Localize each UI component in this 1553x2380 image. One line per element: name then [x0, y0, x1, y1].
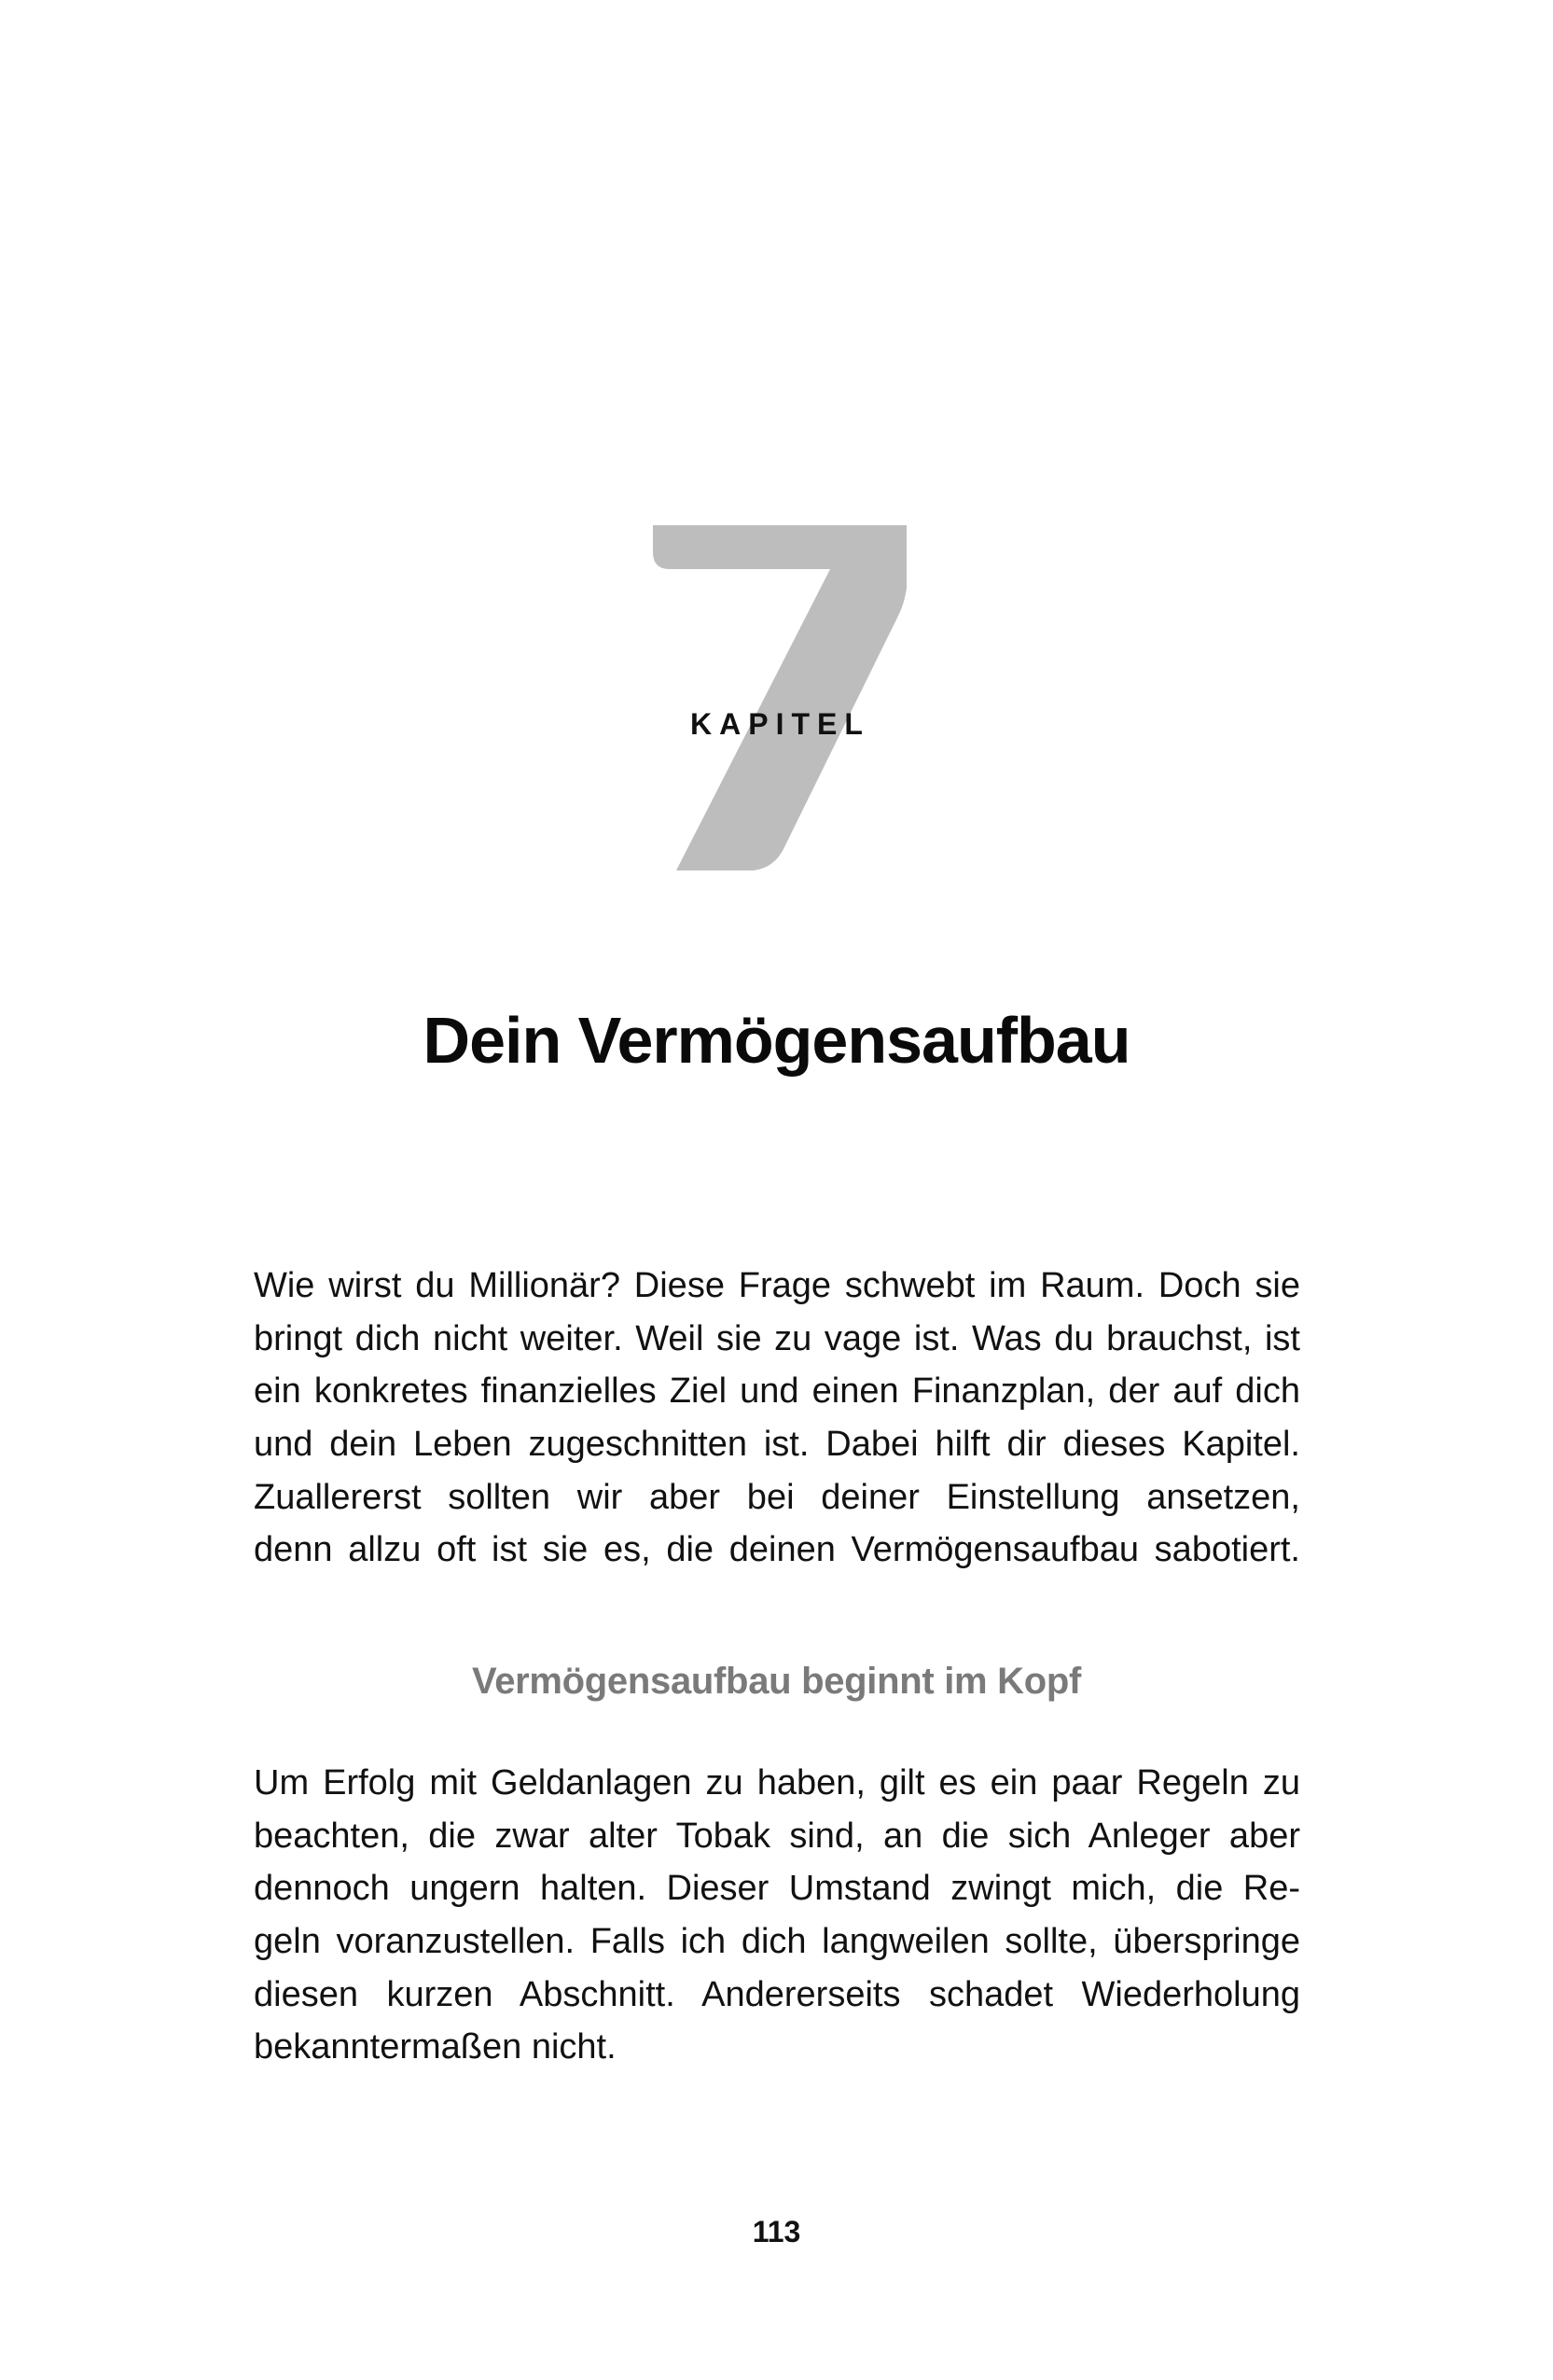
section-paragraph — [254, 1757, 1300, 2074]
chapter-label: KAPITEL — [690, 707, 870, 741]
chapter-number-graphic — [644, 485, 923, 914]
intro-paragraph — [254, 1260, 1300, 1577]
page-number: 113 — [752, 2215, 801, 2248]
section-heading: Vermögensaufbau beginnt im Kopf — [472, 1661, 1081, 1702]
paragraph-line: denn allzu oft ist sie es, die deinen Vermögensaufbau sabotiert. — [254, 1530, 1300, 1570]
paragraph-line: Um Erfolg mit Geldanlagen zu haben, gilt es ein paar Regeln zu — [254, 1763, 1300, 1802]
paragraph-line: bringt dich nicht weiter. Weil sie zu vage ist. Was du brauchst, ist — [254, 1318, 1300, 1358]
seven-glyph-icon — [653, 525, 907, 870]
paragraph-line: Wie wirst du Millionär? Diese Frage schwebt im Raum. Doch sie — [254, 1266, 1300, 1305]
paragraph-line: und dein Leben zugeschnitten ist. Dabei hilft dir dieses Kapitel. — [254, 1425, 1300, 1465]
chapter-title: Dein Vermögensaufbau — [423, 1004, 1130, 1077]
paragraph-line: bekanntermaßen nicht. — [254, 2027, 617, 2067]
paragraph-line: beachten, die zwar alter Tobak sind, an die sich Anleger aber — [254, 1816, 1300, 1856]
paragraph-line: ein konkretes finanzielles Ziel und einen Finanzplan, der auf dich — [254, 1371, 1300, 1412]
paragraph-line: geln voranzustellen. Falls ich dich langweilen sollte, überspringe — [254, 1922, 1300, 1962]
paragraph-line: Zuallererst sollten wir aber bei deiner Einstellung ansetzen, — [254, 1477, 1300, 1517]
paragraph-line: diesen kurzen Abschnitt. Andererseits schadet Wiederholung — [254, 1974, 1300, 2014]
paragraph-line: dennoch ungern halten. Dieser Umstand zwingt mich, die Re- — [254, 1869, 1300, 1909]
